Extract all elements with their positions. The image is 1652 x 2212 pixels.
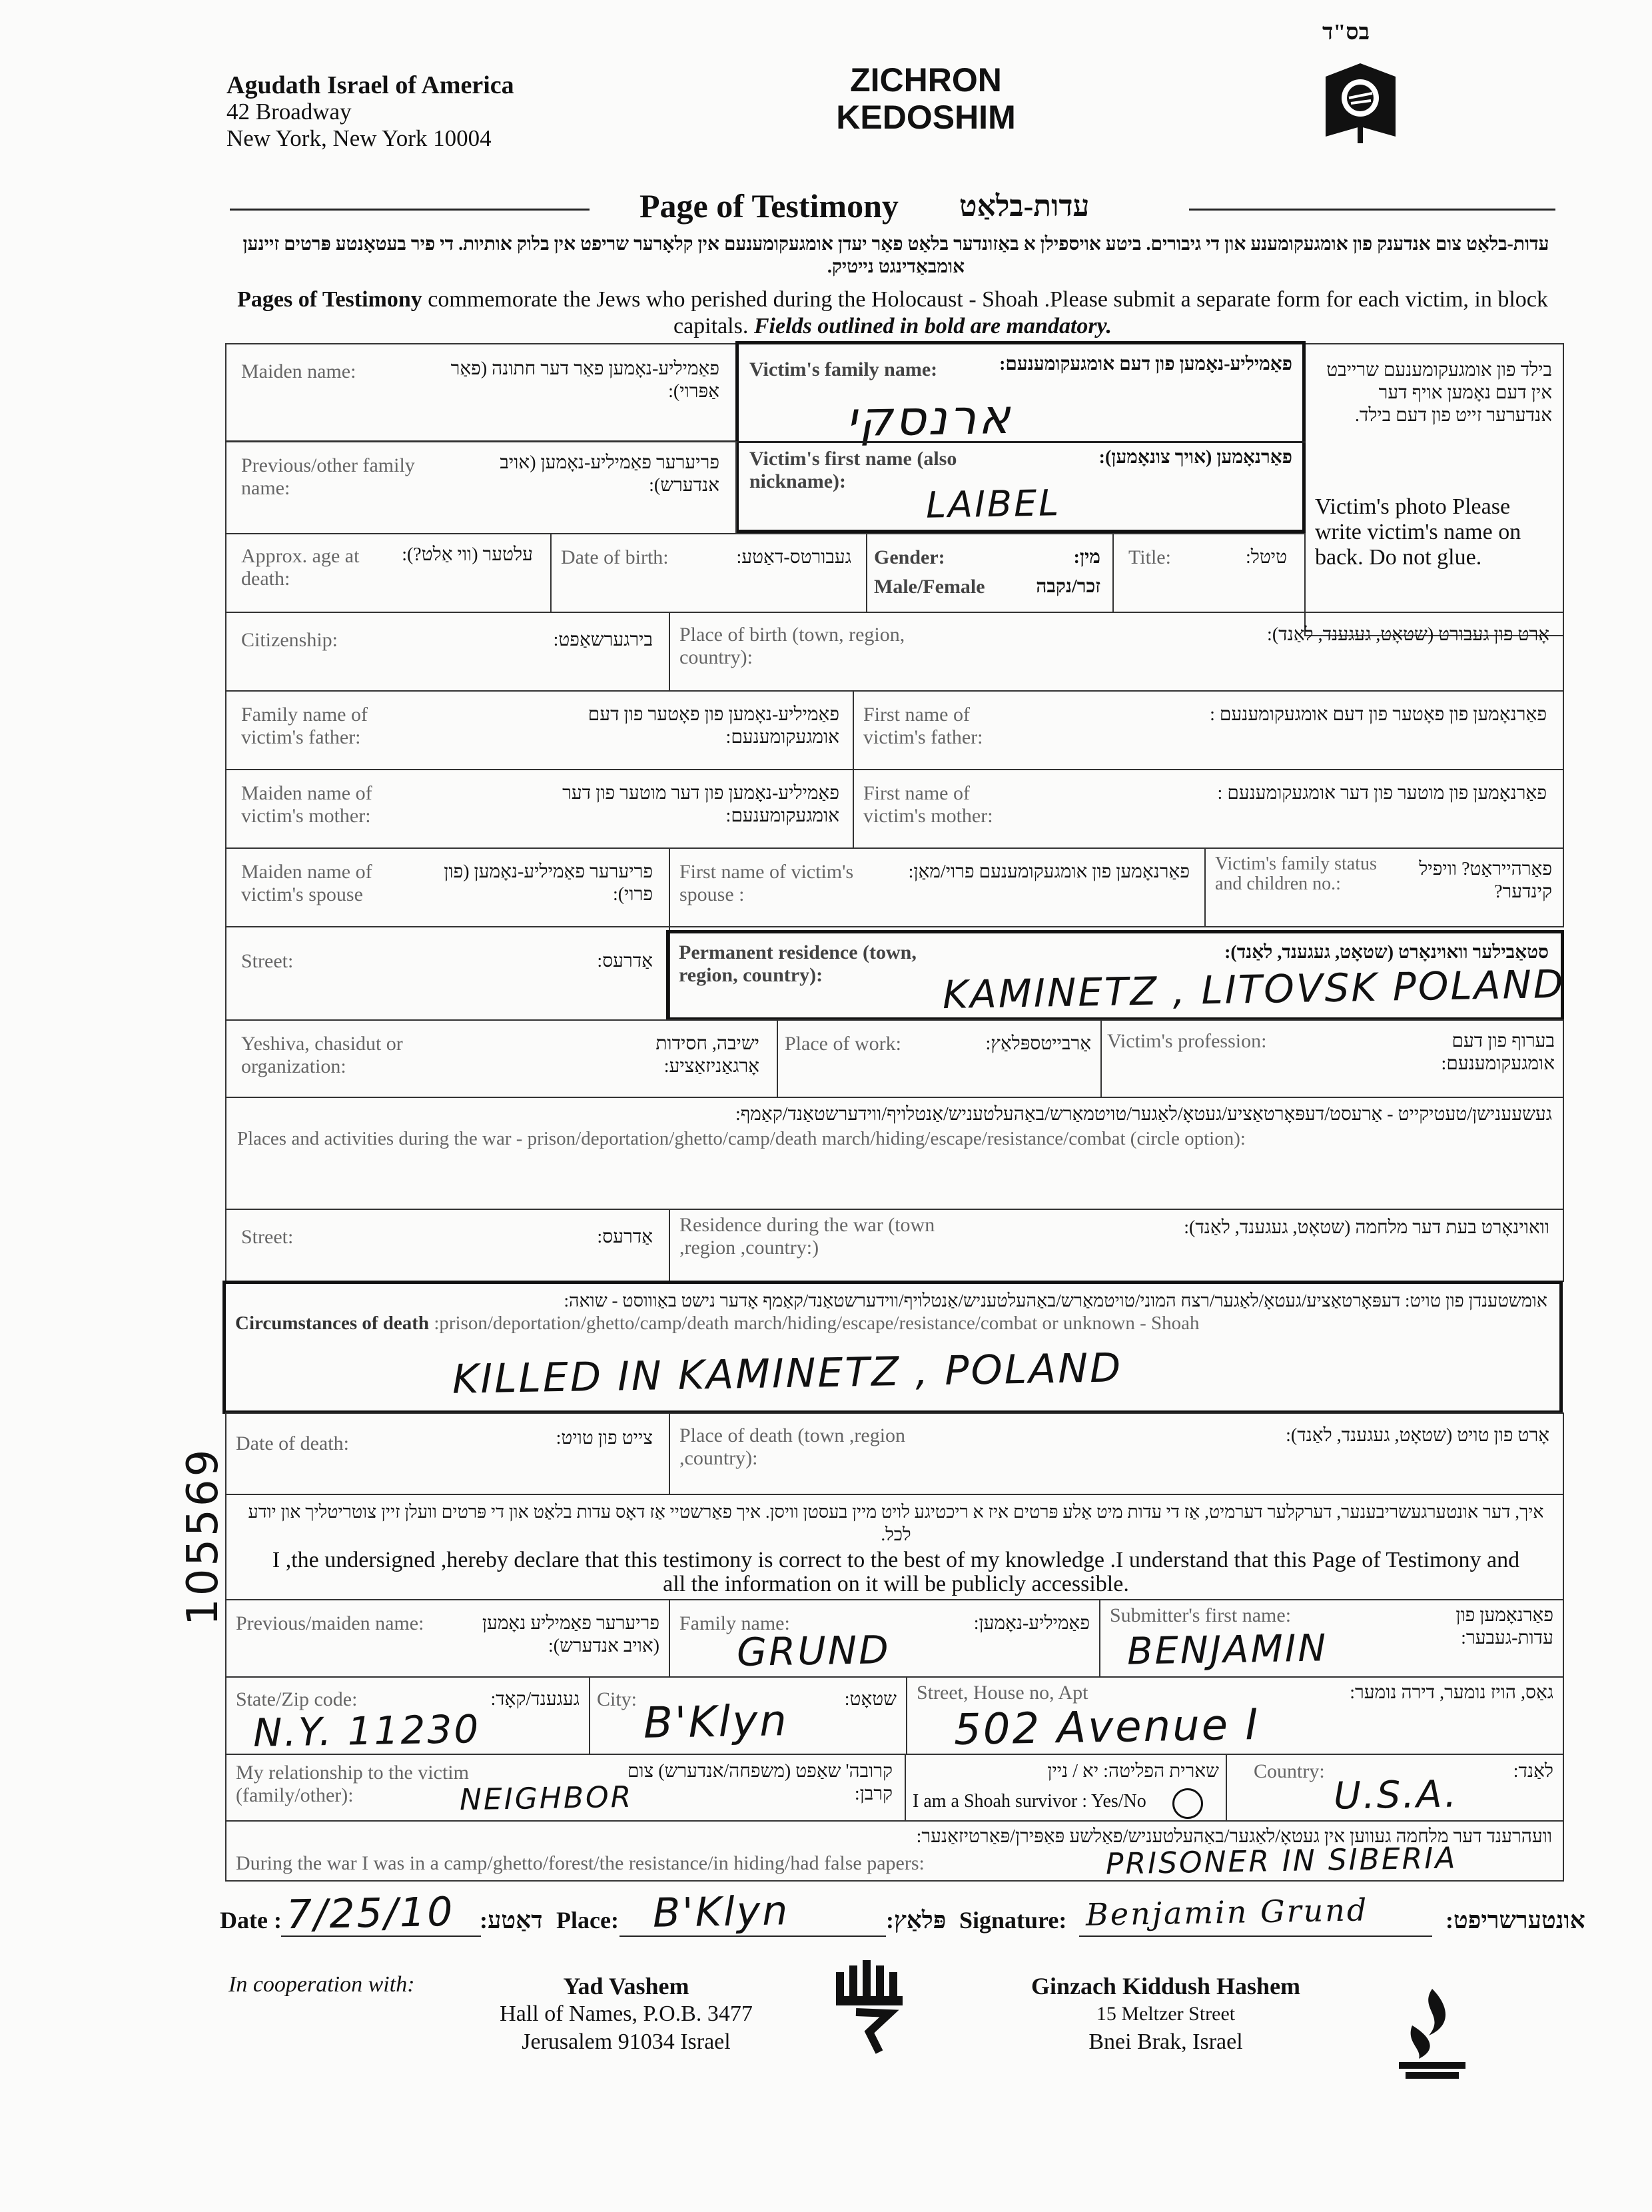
spouse-first-name-label: First name of victim's spouse : — [679, 861, 854, 905]
war-places-yiddish: געשעענישן/טעטיקייט - אַרעסט/דעפּאָרטאַציע/געטאָ/לאַגער/טויטמאַרש/באַהעלטעניש/אַנטלויף/ווידערשטאַנד/קאַמף: — [735, 1104, 1552, 1125]
gender-yiddish: מין: — [1073, 547, 1100, 568]
page-title-yiddish: עדות-בלאַט — [959, 190, 1090, 223]
victim-first-name-yiddish: פאַרנאָמען (אויך צונאָמען): — [1098, 447, 1292, 468]
survivor-yiddish: שארית הפליטה: יא / ניין — [1047, 1761, 1219, 1782]
date-value[interactable]: 7/25/10 — [286, 1888, 455, 1939]
org-block — [226, 72, 514, 152]
during-war-label: During the war I was in a camp/ghetto/forest/the resistance/in hiding/had false papers: — [236, 1852, 925, 1874]
ginzach-name: Ginzach Kiddush Hashem — [1031, 1973, 1301, 1999]
submitter-family-name-yiddish: פאַמיליע-נאָמען: — [973, 1613, 1090, 1634]
yad-vashem-logo-icon — [829, 1952, 916, 2059]
war-street-yiddish: אַדרעס: — [597, 1227, 653, 1247]
title-field[interactable] — [1112, 533, 1306, 613]
mother-first-name-label: First name of victim's mother: — [863, 782, 993, 827]
place-of-birth-yiddish: אָרט פון געבורט (שטאָט, געגענד, לאַנד): — [1267, 624, 1549, 645]
relationship-label: My relationship to the victim (family/other): — [236, 1762, 469, 1806]
previous-name-field[interactable] — [225, 441, 737, 534]
ginzach-address-2: Bnei Brak, Israel — [1088, 2029, 1243, 2054]
mother-maiden-name-label: Maiden name of victim's mother: — [241, 782, 372, 827]
father-family-name-field[interactable] — [225, 690, 854, 770]
ginzach-flame-logo-icon — [1392, 1985, 1472, 2085]
title-line-2: KEDOSHIM — [836, 99, 1016, 136]
org-address-1: 42 Broadway — [226, 99, 352, 125]
street-house-field[interactable] — [906, 1676, 1564, 1755]
side-number: 105569 — [179, 1446, 228, 1626]
citizenship-label: Citizenship: — [241, 629, 338, 651]
profession-yiddish: בערוף פון דעם אומגעקומענעם: — [1441, 1031, 1555, 1074]
submitter-first-name-field[interactable] — [1099, 1599, 1564, 1678]
age-label: Approx. age at death: — [241, 545, 360, 590]
maiden-name-field[interactable] — [225, 343, 737, 442]
signature-label: Signature: — [959, 1907, 1067, 1934]
relationship-value: NEIGHBOR — [459, 1780, 633, 1818]
permanent-residence-yiddish: סטאַבילער וואוינאָרט (שטאָט, געגענד, לאַנד): — [1224, 942, 1549, 963]
photo-box[interactable] — [1304, 343, 1564, 636]
date-of-death-label: Date of death: — [236, 1432, 349, 1454]
permanent-residence-value: KAMINETZ , LITOVSK POLAND — [942, 961, 1566, 1018]
victim-family-name-value: ארנסקי — [845, 388, 1013, 448]
date-of-death-field[interactable] — [225, 1412, 670, 1495]
war-residence-label: Residence during the war (town ,region ,country:) — [679, 1214, 935, 1259]
war-places-label: Places and activities during the war - prison/deportation/ghetto/camp/death march/hiding/escape/resistance/combat (circle option): — [237, 1128, 1246, 1149]
city-yiddish: שטאָט: — [844, 1689, 897, 1710]
place-of-birth-label: Place of birth (town, region, country): — [679, 624, 905, 668]
citizenship-yiddish: בירגערשאַפט: — [553, 630, 653, 650]
place-value[interactable]: B'Klyn — [652, 1888, 790, 1937]
circumstances-yiddish: אומשטענדן פון טויט: דעפּאָרטאַציע/געטאָ/לאַגער/רצח המוני/טויטמאַרש/באַהעלטעניש/אַנטלויף/ווידערשטאַנד/קאַמף אָדער נישט באַוווסט - שואה: — [564, 1291, 1547, 1311]
country-value: U.S.A. — [1333, 1772, 1459, 1818]
photo-instructions-english: Victim's photo Please write victim's name on back. Do not glue. — [1315, 494, 1521, 570]
maiden-name-yiddish: פאַמיליע-נאָמען פאַר דער חתונה (פאַר אַפּרוי): — [450, 358, 719, 402]
permanent-residence-label: Permanent residence (town, region, country): — [679, 941, 917, 986]
gender-options-yiddish: זכר/נקבה — [1036, 576, 1100, 597]
previous-name-yiddish: פריערער פאַמיליע-נאָמען (אויב אנדערש): — [500, 452, 719, 496]
gender-options: Male/Female — [874, 576, 985, 598]
gender-label: Gender: — [874, 546, 945, 568]
survivor-no-circle-icon — [1172, 1788, 1203, 1819]
circumstances-options: :prison/deportation/ghetto/camp/death march/hiding/escape/resistance/combat or unknown - Shoah — [429, 1313, 1200, 1334]
submitter-previous-name-yiddish: פריערער פאַמיליע נאָמען (אויב אנדערש): — [482, 1613, 659, 1656]
signature-row — [220, 1888, 1585, 1949]
intro-bold: Pages of Testimony — [237, 287, 422, 312]
state-zip-label: State/Zip code: — [236, 1688, 358, 1710]
victim-first-name-label: Victim's first name (also nickname): — [749, 448, 957, 492]
family-status-label: Victim's family status and children no.: — [1215, 853, 1377, 894]
father-first-name-field[interactable] — [853, 690, 1564, 770]
place-of-death-yiddish: אָרט פון טויט (שטאָט, געגענד, לאַנד): — [1286, 1425, 1549, 1446]
org-address-2: New York, New York 10004 — [226, 125, 492, 151]
father-family-name-yiddish: פאַמיליע-נאָמען פון פאָטער פון דעם אומגעקומענעם: — [588, 704, 839, 748]
submitter-first-name-value: BENJAMIN — [1126, 1626, 1328, 1674]
age-field[interactable] — [225, 533, 552, 613]
during-war-field[interactable] — [225, 1820, 1564, 1882]
place-label: Place: — [556, 1907, 619, 1934]
circumstances-title: Circumstances of death — [235, 1313, 430, 1334]
survivor-field[interactable] — [905, 1754, 1227, 1822]
date-of-death-yiddish: צייט פון טויט: — [556, 1428, 653, 1448]
submitter-first-name-label: Submitter's first name: — [1110, 1604, 1292, 1626]
yeshiva-label: Yeshiva, chasidut or organization: — [241, 1033, 403, 1077]
street-yiddish: אַדרעס: — [597, 951, 653, 971]
place-of-work-yiddish: אַרבייטספּלאַץ: — [985, 1033, 1091, 1054]
intro-mandatory: Fields outlined in bold are mandatory. — [753, 314, 1112, 338]
page-title: Page of Testimony — [639, 187, 899, 225]
circumstances-of-death-field[interactable] — [222, 1281, 1563, 1414]
victim-first-name-value: LAIBEL — [925, 482, 1061, 526]
relationship-yiddish: קרובה' שאַפט (משפחה/אנדערש) צום קרבן: — [627, 1761, 893, 1804]
street-house-yiddish: גאַס, הויז נומער, דירה נומער: — [1350, 1682, 1553, 1703]
yeshiva-field[interactable] — [225, 1019, 778, 1098]
state-zip-yiddish: געגענד/קאָד: — [490, 1689, 580, 1710]
spouse-maiden-name-label: Maiden name of victim's spouse — [241, 861, 372, 905]
date-yiddish: דאַטע: — [480, 1907, 543, 1934]
place-of-death-field[interactable] — [669, 1412, 1564, 1495]
dob-field[interactable] — [550, 533, 867, 613]
during-war-value: PRISONER IN SIBERIA — [1105, 1841, 1457, 1882]
ginzach-block — [993, 1972, 1339, 2056]
father-first-name-label: First name of victim's father: — [863, 704, 983, 748]
date-label: Date : — [220, 1907, 282, 1934]
profession-field[interactable] — [1100, 1019, 1564, 1098]
relationship-field[interactable] — [225, 1754, 906, 1822]
submitter-family-name-field[interactable] — [669, 1599, 1100, 1678]
profession-label: Victim's profession: — [1107, 1030, 1267, 1052]
cooperation-label: In cooperation with: — [228, 1972, 415, 1997]
spouse-maiden-name-yiddish: פריערער פאַמיליע-נאָמען (פון פרוי): — [444, 861, 653, 905]
org-name: Agudath Israel of America — [226, 71, 514, 99]
signature-yiddish: אונטערשריפט: — [1446, 1907, 1585, 1934]
mother-first-name-yiddish: פאַרנאָמען פון מוטער פון דער אומגעקומענעם : — [1217, 783, 1547, 804]
intro-yiddish: עדות-בלאַט צום אנדענק פון אומגעקומענע און די גיבורים. ביטע אויספילן א באַזונדער בלאַט פאַר יעדן אומגעקומענעם אין קלאָרער שריפט אין בלוק אותיות. די פיר בעטאָנטע פּרטים זיינען אומבאַדינגט נייטיק. — [242, 234, 1549, 277]
city-field[interactable] — [589, 1676, 907, 1755]
street-house-label: Street, House no, Apt — [917, 1682, 1088, 1704]
war-places-field[interactable] — [225, 1097, 1564, 1210]
mother-maiden-name-field[interactable] — [225, 769, 854, 849]
mother-first-name-field[interactable] — [853, 769, 1564, 849]
title-yiddish: טיטל: — [1245, 547, 1287, 568]
declaration-yiddish: איך, דער אונטערגעשריבענער, דערקלער דערמיט, אַז די עדות מיט אַלע פּרטים איז א ריכטיגע לויט מיין בעסטן וויסן. איך פאַרשטיי אַז דאָס עדות בלאַט און די פּרטים וועלן זיין צוטריטליך און יודע לכל. — [248, 1502, 1544, 1544]
photo-instructions-yiddish: בילד פון אומגעקומענעם שרייבט אין דעם נאָמען אויף דער אנדערער זייט פון דעם בילד. — [1326, 360, 1552, 426]
yeshiva-yiddish: ישיבה, חסידות אָרגאַניזאַציע: — [655, 1033, 759, 1077]
survivor-label: I am a Shoah survivor : Yes/No — [913, 1791, 1146, 1812]
father-first-name-yiddish: פאַרנאָמען פון פאָטער פון דעם אומגעקומענעם : — [1210, 704, 1547, 725]
citizenship-field[interactable] — [225, 612, 670, 692]
previous-name-label: Previous/other family name: — [241, 454, 415, 499]
intro-english — [230, 286, 1555, 340]
permanent-residence-field[interactable] — [666, 930, 1564, 1021]
city-label: City: — [597, 1688, 637, 1710]
yad-vashem-name: Yad Vashem — [563, 1973, 689, 1999]
title-line-1: ZICHRON — [850, 61, 1002, 99]
yad-vashem-address-1: Hall of Names, P.O.B. 3477 — [500, 2001, 753, 2026]
street-house-value: 502 Avenue I — [953, 1700, 1260, 1756]
state-zip-field[interactable] — [225, 1676, 590, 1755]
intro-rest: commemorate the Jews who perished during the Holocaust - Shoah .Please submit a separate form for each victim, in block capitals. — [422, 287, 1548, 338]
circumstances-value: KILLED IN KAMINETZ , POLAND — [452, 1345, 1123, 1403]
signature-line — [1079, 1936, 1432, 1937]
declaration-english: I ,the undersigned ,hereby declare that this testimony is correct to the best of my knowledge .I understand that this Page of Testimony and all the information on it will be publicly accessible. — [272, 1548, 1520, 1596]
gender-field[interactable] — [866, 533, 1114, 613]
submitter-first-name-yiddish: פאַרנאָמען פון עדות-געבער: — [1455, 1605, 1553, 1648]
dob-yiddish: געבורטס-דאַטע: — [736, 547, 851, 568]
family-first-divider — [735, 441, 1306, 443]
book-logo-icon — [1319, 57, 1402, 147]
mother-maiden-name-yiddish: פאַמיליע-נאָמען פון דער מוטער פון דער אומגעקומענעם: — [562, 783, 839, 826]
place-of-work-field[interactable] — [777, 1019, 1102, 1098]
yad-vashem-address-2: Jerusalem 91034 Israel — [522, 2029, 731, 2054]
father-family-name-label: Family name of victim's father: — [241, 704, 368, 748]
street-field[interactable] — [225, 926, 670, 1021]
maiden-name-label: Maiden name: — [241, 360, 356, 382]
country-field[interactable] — [1226, 1754, 1564, 1822]
victim-family-name-label: Victim's family name: — [749, 358, 938, 380]
war-street-label: Street: — [241, 1226, 294, 1248]
country-yiddish: לאַנד: — [1513, 1761, 1553, 1782]
submitter-family-name-value: GRUND — [736, 1626, 891, 1676]
war-residence-yiddish: וואוינאָרט בעת דער מלחמה (שטאָט, געגענד, לאַנד): — [1184, 1217, 1549, 1238]
dob-label: Date of birth: — [561, 546, 669, 568]
place-of-birth-field[interactable] — [669, 612, 1564, 692]
family-status-field[interactable] — [1204, 847, 1564, 927]
form-title — [786, 61, 1066, 136]
spouse-first-name-yiddish: פאַרנאָמען פון אומגעקומענעם פרוי/מאַן: — [908, 861, 1190, 882]
age-yiddish: עלטער (ווי אַלט?): — [402, 544, 533, 565]
place-yiddish: פּלאַץ: — [886, 1907, 947, 1934]
ginzach-address-1: 15 Meltzer Street — [1096, 2003, 1236, 2025]
circumstances-label — [235, 1312, 1561, 1335]
submitter-previous-name-field[interactable] — [225, 1599, 670, 1678]
during-war-yiddish: וועהרענד דער מלחמה געווען אין געטאָ/לאַגער/באַהעלטעניש/פאַלשע פּאַפּירן/פּאַרטיזאַנער: — [916, 1826, 1552, 1847]
title-rule-left — [230, 209, 590, 211]
spouse-maiden-name-field[interactable] — [225, 847, 670, 927]
place-of-work-label: Place of work: — [785, 1033, 901, 1055]
title-label: Title: — [1128, 546, 1171, 568]
state-zip-value: N.Y. 11230 — [252, 1706, 481, 1756]
country-label: Country: — [1254, 1760, 1325, 1782]
spouse-first-name-field[interactable] — [669, 847, 1206, 927]
war-residence-field[interactable] — [669, 1209, 1564, 1282]
bsd-mark: בס"ד — [1322, 20, 1370, 45]
street-label: Street: — [241, 950, 294, 972]
family-status-yiddish: פאַרהייראַט? וויפיל קינדער? — [1419, 859, 1552, 902]
victim-family-name-yiddish: פאַמיליע-נאָמען פון דעם אומגעקומענעם: — [999, 354, 1292, 374]
place-of-death-label: Place of death (town ,region ,country): — [679, 1424, 906, 1469]
declaration-box — [225, 1494, 1564, 1600]
submitter-previous-name-label: Previous/maiden name: — [236, 1612, 424, 1634]
signature-value[interactable]: Benjamin Grund — [1085, 1892, 1369, 1933]
title-rule-right — [1189, 209, 1555, 211]
city-value: B'Klyn — [643, 1696, 789, 1748]
submitter-family-name-label: Family name: — [679, 1612, 790, 1634]
yad-vashem-block — [480, 1972, 773, 2056]
war-street-field[interactable] — [225, 1209, 670, 1282]
